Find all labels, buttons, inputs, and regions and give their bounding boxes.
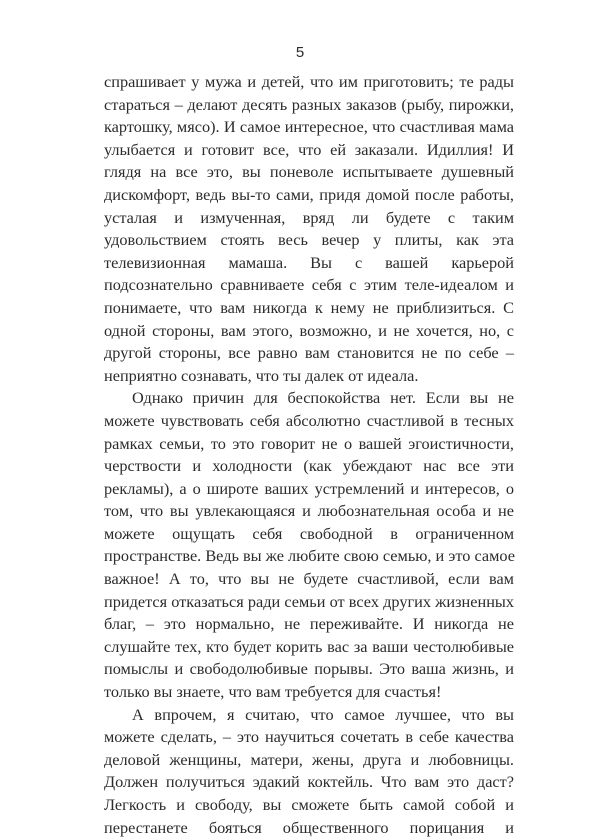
text-line: Должен получиться эдакий коктейль. Что вам это даст? bbox=[104, 772, 514, 792]
text-line: рекламы), а о широте ваших устремлений и интересов, о bbox=[104, 478, 514, 498]
text-line: рамках семьи, то это говорит не о вашей эгоистичности, bbox=[104, 433, 514, 453]
text-line: том, что вы увлекающаяся и любознательная особа и не bbox=[104, 501, 514, 521]
text-line: можете сделать, – это научиться сочетать в себе качества bbox=[104, 727, 514, 747]
text-line: важное! А то, что вы не будете счастливой, если вам bbox=[104, 569, 514, 589]
body-text bbox=[104, 71, 514, 839]
page-number: 5 bbox=[295, 44, 305, 61]
text-line: дискомфорт, ведь вы-то сами, придя домой после работы, bbox=[104, 184, 514, 204]
text-line: подсознательно сравниваете себя с этим теле-идеалом и bbox=[104, 275, 514, 295]
text-line: понимаете, что вам никогда к нему не приблизиться. С bbox=[104, 297, 514, 317]
text-line: усталая и измученная, вряд ли будете с таким bbox=[104, 207, 514, 227]
text-line: спрашивает у мужа и детей, что им приготовить; те рады bbox=[104, 72, 514, 91]
text-line: Легкость и свободу, вы сможете быть самой собой и bbox=[104, 795, 514, 814]
text-line: черствости и холодности (как убеждают нас все эти bbox=[104, 456, 514, 476]
text-line: слушайте тех, кто будет корить вас за ваши честолюбивые bbox=[104, 636, 514, 656]
text-line: пространстве. Ведь вы же любите свою семью, и это самое bbox=[104, 546, 515, 566]
text-line: неприятно сознавать, что ты далек от идеала. bbox=[104, 365, 419, 385]
text-line: удовольствием стоять весь вечер у плиты, как эта bbox=[104, 230, 514, 250]
text-line: можете ощущать себя свободной в ограниченном bbox=[104, 523, 514, 543]
text-line: А впрочем, я считаю, что самое лучшее, что вы bbox=[132, 704, 514, 724]
text-line: помыслы и свободолюбивые порывы. Это ваша жизнь, и bbox=[104, 659, 514, 679]
text-line: благ, – это нормально, не переживайте. И никогда не bbox=[104, 614, 514, 634]
text-line: стараться – делают десять разных заказов (рыбу, пирожки, bbox=[104, 94, 514, 114]
text-line: другой стороны, все равно вам становится не по себе – bbox=[104, 343, 514, 363]
text-line: перестанете бояться общественного порицания и bbox=[104, 817, 514, 837]
text-line: улыбается и готовит все, что ей заказали. Идиллия! И bbox=[104, 139, 514, 159]
paragraph-1 bbox=[104, 71, 514, 387]
paragraph-3 bbox=[104, 704, 514, 839]
text-line: только вы знаете, что вам требуется для счастья! bbox=[104, 682, 442, 702]
text-line: можете чувствовать себя абсолютно счастливой в тесных bbox=[104, 410, 514, 430]
text-line: придется отказаться ради семьи от всех других жизненных bbox=[104, 591, 514, 611]
text-line: глядя на все это, вы поневоле испытываете душевный bbox=[104, 162, 514, 182]
text-line: одной стороны, вам этого, возможно, и не хочется, но, с bbox=[104, 320, 514, 340]
paragraph-2 bbox=[104, 387, 514, 703]
text-line: картошку, мясо). И самое интересное, что счастливая мама bbox=[104, 117, 514, 137]
text-line: телевизионная мамаша. Вы с вашей карьерой bbox=[104, 252, 514, 272]
text-line: деловой женщины, матери, жены, друга и любовницы. bbox=[104, 749, 514, 769]
text-line: Однако причин для беспокойства нет. Если вы не bbox=[132, 388, 514, 408]
